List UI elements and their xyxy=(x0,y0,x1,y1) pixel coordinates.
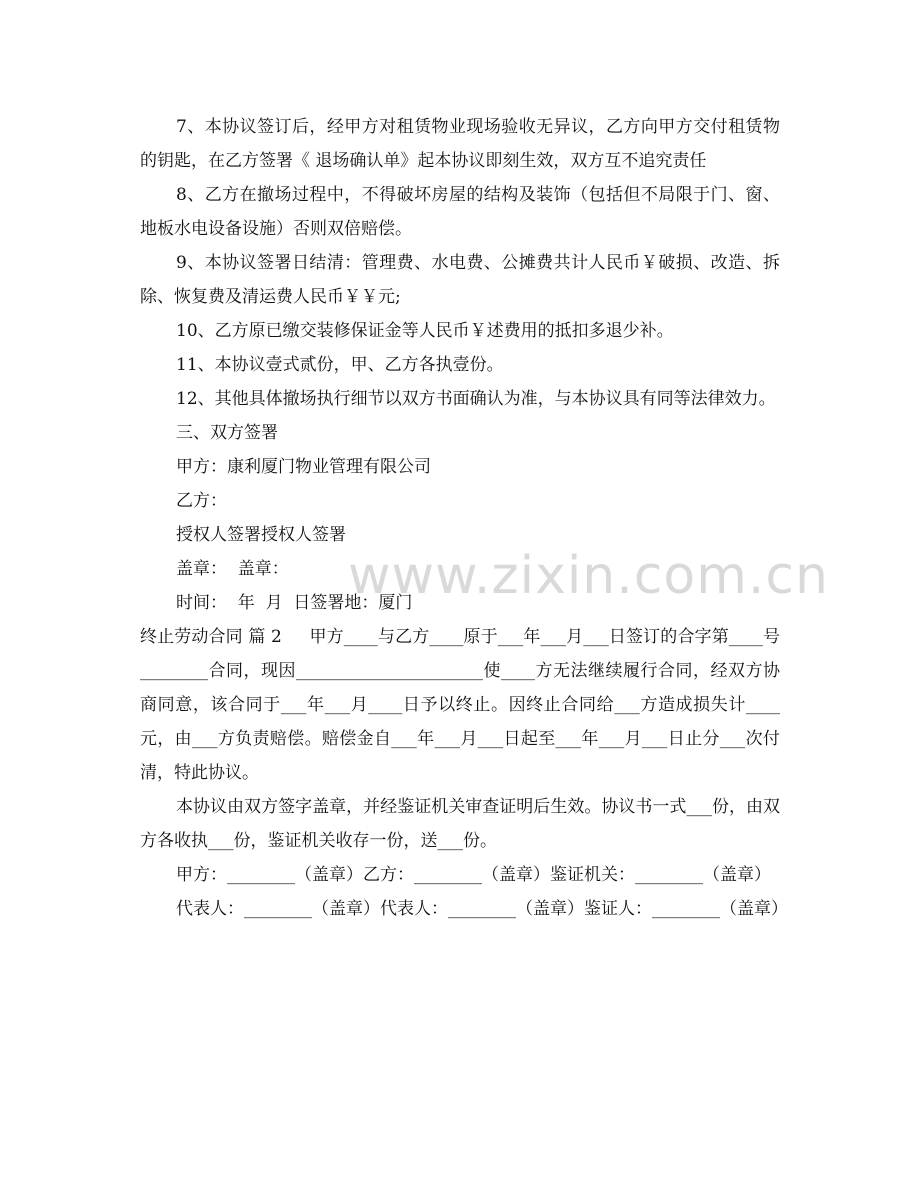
clause-11: 11、本协议壹式贰份，甲、乙方各执壹份。 xyxy=(176,355,504,375)
party-b-line: 乙方： xyxy=(176,491,227,511)
termination-contract-body: 终止劳动合同 篇 2 甲方____与乙方____原于___年___月___日签订的合字第____号________合同，现因______________________使____方无法继续履行合同，经双方协商同意，该合同于___年___月____日予以终止。因终止合同给___方造成损失计____元，由___方负责赔偿。赔偿金自___年___月___日起至___年___月___日止分___次付清，特此协议。 xyxy=(140,627,780,783)
authorized-signature-line: 授权人签署授权人签署 xyxy=(176,525,346,545)
party-a-line: 甲方：康利厦门物业管理有限公司 xyxy=(176,457,431,477)
clause-10: 10、乙方原已缴交装修保证金等人民币￥述费用的抵扣多退少补。 xyxy=(176,321,674,341)
seal-line: 盖章： 盖章： xyxy=(176,559,289,579)
clause-7: 7、本协议签订后，经甲方对租赁物业现场验收无异议，乙方向甲方交付租赁物的钥匙，在乙方签署《 退场确认单》起本协议即刻生效，双方互不追究责任 xyxy=(140,117,780,171)
clause-12: 12、其他具体撤场执行细节以双方书面确认为准，与本协议具有同等法律效力。 xyxy=(176,389,776,409)
section-heading-signatures: 三、双方签署 xyxy=(176,423,278,443)
clause-8: 8、乙方在撤场过程中，不得破坏房屋的结构及装饰（包括但不局限于门、窗、地板水电设备设施）否则双倍赔偿。 xyxy=(140,185,780,239)
document-body xyxy=(140,110,788,926)
watermark-text: www.zixin.com.cn xyxy=(348,546,829,606)
clause-9: 9、本协议签署日结清：管理费、水电费、公摊费共计人民币￥破损、改造、拆除、恢复费及清运费人民币￥￥元; xyxy=(140,253,780,307)
party-seal-line: 甲方：________（盖章）乙方：________（盖章）鉴证机关：________（盖章） xyxy=(176,865,771,885)
effectiveness-clause: 本协议由双方签字盖章，并经鉴证机关审查证明后生效。协议书一式___份，由双方各收执___份，鉴证机关收存一份，送___份。 xyxy=(140,797,780,851)
representative-seal-line: 代表人：________（盖章）代表人：________（盖章）鉴证人：________（盖章） xyxy=(176,899,788,919)
time-place-line: 时间： 年 月 日签署地：厦门 xyxy=(176,593,413,613)
